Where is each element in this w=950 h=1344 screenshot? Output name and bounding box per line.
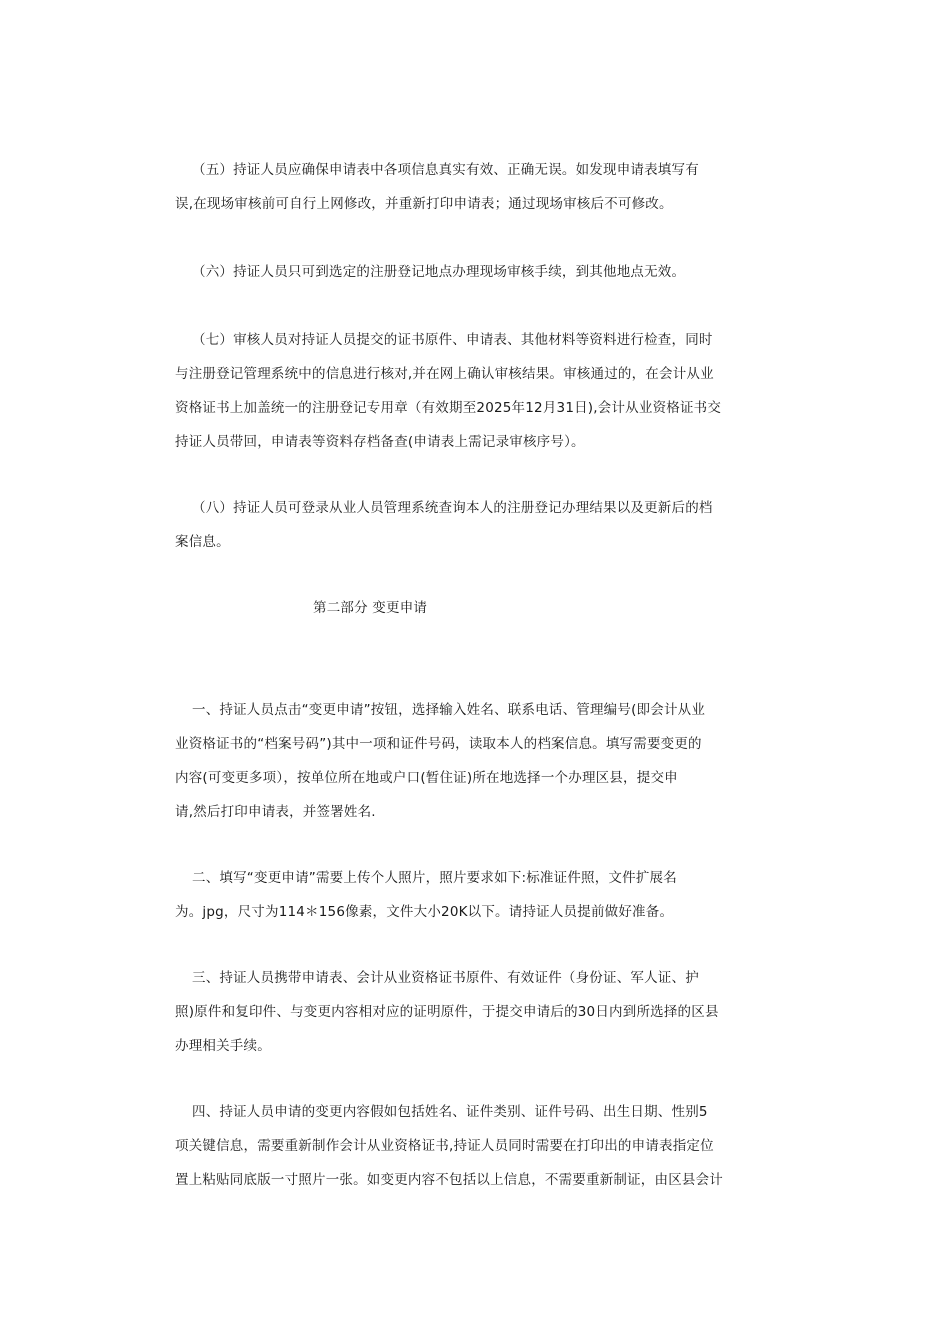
paragraph-7-line-2: 与注册登记管理系统中的信息进行核对,并在网上确认审核结果。审核通过的，在会计从业 bbox=[175, 366, 714, 382]
paragraph-8-line-1: （八）持证人员可登录从业人员管理系统查询本人的注册登记办理结果以及更新后的档 bbox=[192, 500, 713, 516]
paragraph-6-line-1: （六）持证人员只可到选定的注册登记地点办理现场审核手续，到其他地点无效。 bbox=[192, 264, 686, 280]
item-4-line-3: 置上粘贴同底版一寸照片一张。如变更内容不包括以上信息，不需要重新制证，由区县会计 bbox=[175, 1172, 723, 1188]
item-2-line-1: 二、填写“变更申请”需要上传个人照片，照片要求如下:标准证件照，文件扩展名 bbox=[192, 870, 677, 886]
item-1-line-2: 业资格证书的“档案号码”)其中一项和证件号码，读取本人的档案信息。填写需要变更的 bbox=[175, 736, 702, 752]
paragraph-7-line-4: 持证人员带回，申请表等资料存档备查(申请表上需记录审核序号）。 bbox=[175, 434, 585, 450]
section-heading: 第二部分 变更申请 bbox=[313, 600, 428, 616]
item-3-line-1: 三、持证人员携带申请表、会计从业资格证书原件、有效证件（身份证、军人证、护 bbox=[192, 970, 699, 986]
item-3-line-2: 照)原件和复印件、与变更内容相对应的证明原件，于提交申请后的30日内到所选择的区县 bbox=[175, 1004, 719, 1020]
item-4-line-1: 四、持证人员申请的变更内容假如包括姓名、证件类别、证件号码、出生日期、性别5 bbox=[192, 1104, 708, 1120]
paragraph-5-line-2: 误,在现场审核前可自行上网修改，并重新打印申请表；通过现场审核后不可修改。 bbox=[175, 196, 673, 212]
item-2-line-2: 为。jpg，尺寸为114＊156像素，文件大小20K以下。请持证人员提前做好准备。 bbox=[175, 904, 674, 920]
paragraph-8-line-2: 案信息。 bbox=[175, 534, 230, 550]
paragraph-7-line-3: 资格证书上加盖统一的注册登记专用章（有效期至2025年12月31日),会计从业资格证书交 bbox=[175, 400, 722, 416]
item-1-line-4: 请,然后打印申请表，并签署姓名. bbox=[175, 804, 376, 820]
paragraph-5-line-1: （五）持证人员应确保申请表中各项信息真实有效、正确无误。如发现申请表填写有 bbox=[192, 162, 699, 178]
item-1-line-1: 一、持证人员点击“变更申请”按钮，选择输入姓名、联系电话、管理编号(即会计从业 bbox=[192, 702, 706, 718]
item-3-line-3: 办理相关手续。 bbox=[175, 1038, 271, 1054]
item-1-line-3: 内容(可变更多项），按单位所在地或户口(暂住证)所在地选择一个办理区县，提交申 bbox=[175, 770, 678, 786]
paragraph-7-line-1: （七）审核人员对持证人员提交的证书原件、申请表、其他材料等资料进行检查，同时 bbox=[192, 332, 713, 348]
item-4-line-2: 项关键信息，需要重新制作会计从业资格证书,持证人员同时需要在打印出的申请表指定位 bbox=[175, 1138, 714, 1154]
